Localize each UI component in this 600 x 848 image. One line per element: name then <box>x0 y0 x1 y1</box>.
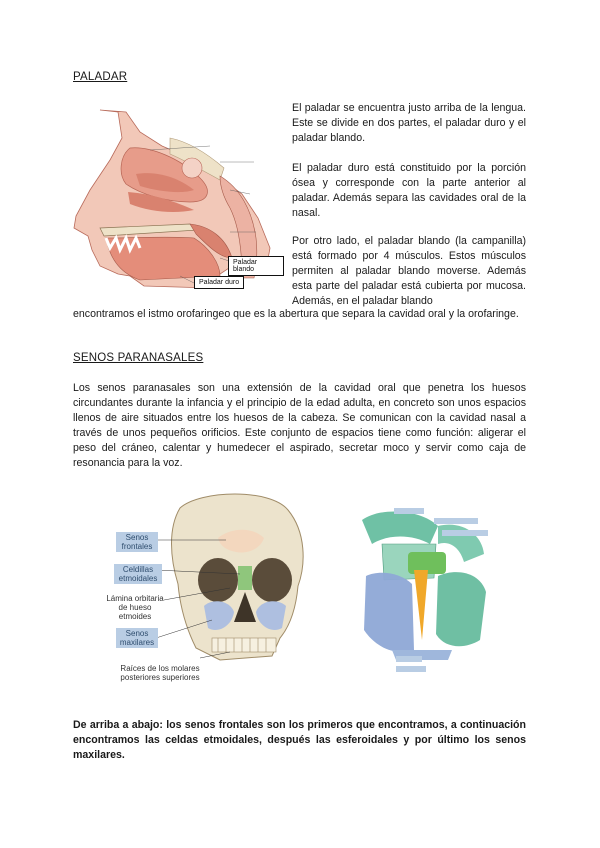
sinus-3d-figure <box>352 500 492 680</box>
label-senos-frontales: Senos frontales <box>116 532 158 552</box>
palate-paragraph-2: El paladar duro está constituido por la porción ósea y corresponde con la parte anterior al paladar. Además separa las cavidades oral de la nasal. <box>292 162 526 219</box>
tag-3d-3 <box>442 530 488 536</box>
label-senos-maxilares: Senos maxilares <box>116 628 158 648</box>
palate-paragraph-1: El paladar se encuentra justo arriba de la lengua. Este se divide en dos partes, el paladar duro y el paladar blando. <box>292 102 526 144</box>
skull-sinus-figure <box>100 488 322 688</box>
tag-3d-1 <box>394 508 424 514</box>
sinus-3d-illustration <box>352 500 492 680</box>
label-raices-molares: Raíces de los molares posteriores superiores <box>120 664 200 682</box>
label-lamina-orbitaria: Lámina orbitaria de hueso etmoides <box>106 594 164 621</box>
skull-illustration <box>100 488 322 688</box>
label-celdillas-etmoidales: Celdillas etmoidales <box>114 564 162 584</box>
tag-3d-2 <box>434 518 478 524</box>
label-paladar-duro: Paladar duro <box>194 276 244 289</box>
label-paladar-blando: Paladar blando <box>228 256 284 276</box>
palate-paragraph-3: Por otro lado, el paladar blando (la campanilla) está formado por 4 músculos. Estos músculos permiten al paladar blando moverse. Además esta parte del paladar está cubierta por mucosa. Además, en el paladar blando <box>292 235 526 307</box>
closing-paragraph: De arriba a abajo: los senos frontales son los primeros que encontramos, a continuación encontramos las celdas etmoidales, después las esferoidales y por último los senos maxilares. <box>73 719 526 761</box>
tag-3d-4 <box>396 656 422 662</box>
palate-paragraph-3-continued: encontramos el istmo orofaringeo que es la abertura que separa la cavidad oral y la orofaringe. <box>73 308 519 320</box>
section-heading-senos-paranasales: SENOS PARANASALES <box>73 352 204 364</box>
palate-anatomy-figure <box>70 98 284 294</box>
section-heading-paladar: PALADAR <box>73 71 128 83</box>
senos-paragraph: Los senos paranasales son una extensión de la cavidad oral que penetra los huesos circundantes durante la infancia y el principio de la edad adulta, en concreto son unos espacios llenos de aire situados entre los huesos de la cabeza. Se comunican con la cavidad nasal a través de unos pequeños orificios. Este conjunto de espacios tiene como función: aligerar el peso del cráneo, calentar y humedecer el aspirado, secretar moco y servir como caja de resonancia para la voz. <box>73 382 526 469</box>
tag-3d-5 <box>396 666 426 672</box>
